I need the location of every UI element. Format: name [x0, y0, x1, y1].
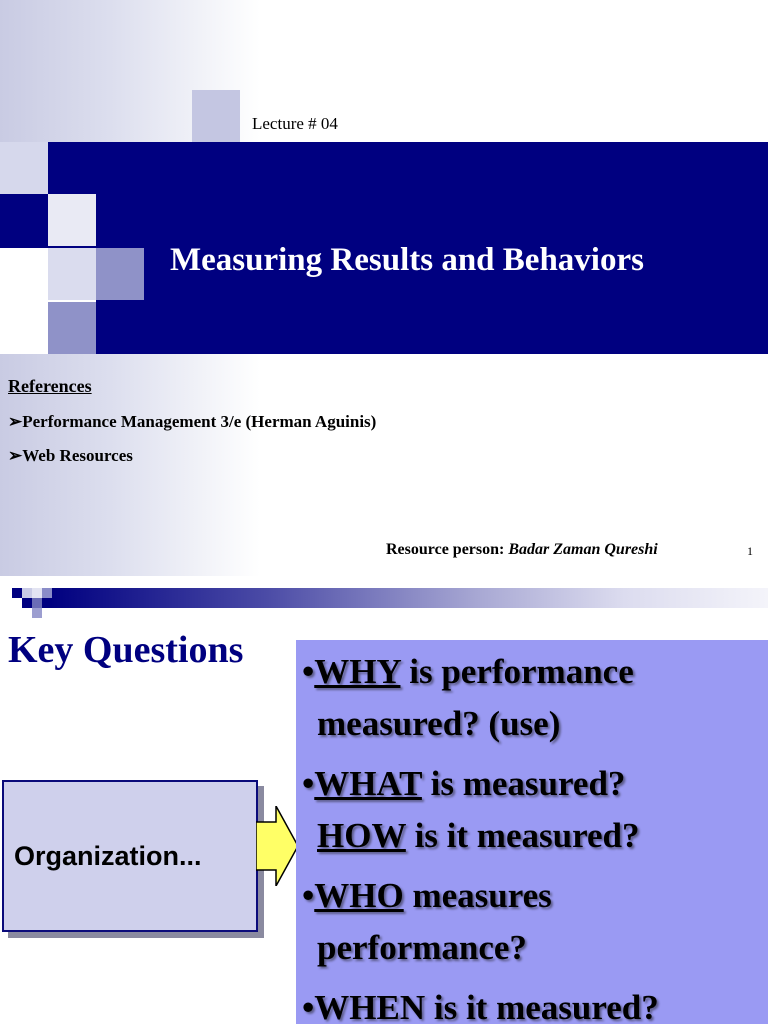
bullet: • — [302, 652, 315, 691]
question-text: is performance — [400, 652, 634, 691]
decor-square — [22, 588, 32, 598]
decor-square — [96, 248, 144, 300]
resource-name: Badar Zaman Qureshi — [508, 541, 658, 558]
decor-square — [22, 598, 32, 608]
slide-title: Measuring Results and Behaviors — [170, 242, 644, 278]
decor-square — [192, 90, 240, 142]
question-keyword: WHO — [314, 876, 404, 915]
organization-label: Organization... — [14, 840, 202, 871]
question-text: is measured? — [421, 764, 626, 803]
decor-square — [32, 598, 42, 608]
decor-square — [48, 302, 96, 354]
references-heading: References — [8, 376, 92, 396]
header-gradient-bar — [50, 588, 768, 608]
resource-label: Resource person: — [386, 541, 505, 558]
key-questions-slide — [0, 576, 768, 1024]
decor-square — [42, 598, 52, 608]
resource-person — [386, 541, 658, 559]
page-number: 1 — [747, 544, 753, 558]
question-keyword: WHY — [314, 652, 401, 691]
lecture-number: Lecture # 04 — [252, 114, 338, 133]
question-what — [302, 758, 625, 810]
bullet: • — [302, 876, 315, 915]
decor-square — [48, 248, 96, 300]
slide-title: Key Questions — [8, 629, 244, 671]
question-when: •WHEN is it measured? — [302, 988, 659, 1024]
decor-square — [32, 608, 42, 618]
organization-box — [2, 780, 258, 932]
question-how — [317, 810, 639, 862]
question-text: is it measured? — [405, 816, 640, 855]
reference-item: ➢Web Resources — [8, 446, 133, 465]
question-keyword: HOW — [317, 816, 406, 855]
band-notch — [0, 142, 48, 194]
right-arrow-icon — [256, 806, 298, 886]
question-who — [302, 870, 552, 922]
question-why-line2: measured? (use) — [317, 704, 561, 743]
question-text: measures — [403, 876, 552, 915]
decor-square — [48, 194, 96, 246]
decor-square — [32, 588, 42, 598]
bullet: • — [302, 764, 315, 803]
question-why — [302, 646, 634, 698]
question-keyword: WHAT — [314, 764, 422, 803]
decor-square — [42, 588, 52, 598]
question-who-line2: performance? — [317, 928, 527, 967]
reference-item: ➢Performance Management 3/e (Herman Aguinis) — [8, 412, 377, 431]
decor-square — [12, 588, 22, 598]
